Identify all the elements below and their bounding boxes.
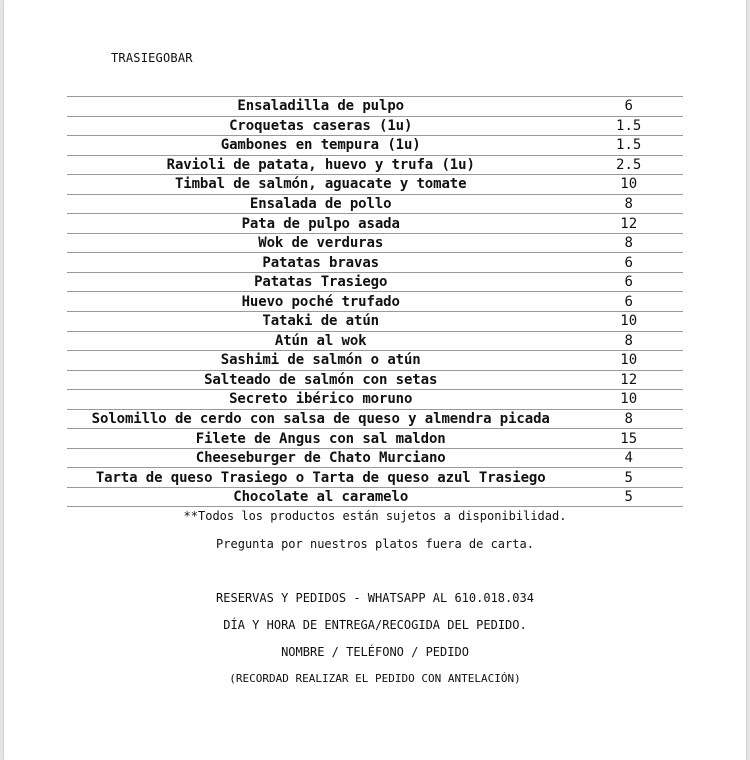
menu-row <box>67 390 683 410</box>
off-menu-note: Pregunta por nuestros platos fuera de carta. <box>216 537 534 551</box>
availability-note: **Todos los productos están sujetos a disponibilidad. <box>183 509 567 523</box>
menu-row <box>67 429 683 449</box>
menu-row <box>67 292 683 312</box>
menu-item-name: Sashimi de salmón o atún <box>220 352 421 369</box>
menu-item-name: Ravioli de patata, huevo y trufa (1u) <box>166 156 475 173</box>
menu-item-price: 10 <box>620 391 638 408</box>
menu-item-price: 8 <box>624 196 633 212</box>
menu-item-price: 12 <box>620 371 638 388</box>
menu-row <box>67 117 683 137</box>
menu-item-name: Ensaladilla de pulpo <box>237 98 404 115</box>
menu-item-name: Patatas Trasiego <box>254 274 388 291</box>
menu-item-name: Croquetas caseras (1u) <box>229 117 413 134</box>
reservations-line: RESERVAS Y PEDIDOS - WHATSAPP AL 610.018.034 <box>216 591 534 605</box>
menu-item-name: Ensalada de pollo <box>249 196 392 212</box>
menu-item-price: 5 <box>624 489 633 506</box>
menu-row <box>67 273 683 293</box>
menu-row <box>67 136 683 156</box>
menu-item-name: Salteado de salmón con setas <box>204 371 438 388</box>
menu-item-name: Cheeseburger de Chato Murciano <box>195 450 446 467</box>
menu-item-name: Secreto ibérico moruno <box>229 391 413 408</box>
menu-item-price: 12 <box>620 215 638 232</box>
menu-item-name: Tarta de queso Trasiego o Tarta de queso azul Trasiego <box>95 469 546 486</box>
menu-row <box>67 195 683 215</box>
menu-row <box>67 449 683 469</box>
menu-row <box>67 351 683 371</box>
menu-item-price: 10 <box>620 313 638 330</box>
advance-order-note: (RECORDAD REALIZAR EL PEDIDO CON ANTELACIÓN) <box>229 672 521 685</box>
menu-item-price: 6 <box>624 293 633 310</box>
document-page <box>4 0 746 760</box>
delivery-line: DÍA Y HORA DE ENTREGA/RECOGIDA DEL PEDIDO. <box>223 618 527 632</box>
menu-item-price: 6 <box>624 98 633 115</box>
menu-row <box>67 156 683 176</box>
menu-item-price: 6 <box>624 254 633 271</box>
menu-row <box>67 214 683 234</box>
menu-item-name: Gambones en tempura (1u) <box>220 137 421 154</box>
menu-row <box>67 332 683 352</box>
menu-row <box>67 253 683 273</box>
menu-item-price: 8 <box>624 332 633 349</box>
menu-row <box>67 234 683 254</box>
menu-row <box>67 371 683 391</box>
menu-item-price: 5 <box>624 469 633 486</box>
menu-item-name: Tataki de atún <box>262 313 379 330</box>
menu-item-price: 1.5 <box>616 137 642 154</box>
menu-item-price: 8 <box>624 235 633 252</box>
menu-item-price: 6 <box>624 274 633 291</box>
menu-item-price: 10 <box>620 352 638 369</box>
menu-row <box>67 488 683 508</box>
menu-item-price: 1.5 <box>616 117 642 134</box>
menu-item-price: 10 <box>620 176 638 193</box>
menu-row <box>67 468 683 488</box>
menu-item-price: 8 <box>624 411 633 428</box>
menu-table <box>67 96 683 507</box>
menu-row <box>67 410 683 430</box>
menu-item-price: 4 <box>624 450 633 467</box>
order-fields-line: NOMBRE / TELÉFONO / PEDIDO <box>281 645 469 659</box>
brand-name: TRASIEGOBAR <box>111 51 193 65</box>
menu-item-name: Pata de pulpo asada <box>241 215 400 232</box>
menu-item-name: Huevo poché trufado <box>241 293 400 310</box>
menu-item-name: Wok de verduras <box>258 235 384 252</box>
menu-item-name: Patatas bravas <box>262 254 379 271</box>
menu-item-name: Timbal de salmón, aguacate y tomate <box>174 176 467 193</box>
menu-row <box>67 312 683 332</box>
menu-item-name: Chocolate al caramelo <box>233 489 409 506</box>
menu-item-name: Atún al wok <box>274 332 367 349</box>
menu-item-price: 15 <box>620 430 638 447</box>
menu-item-name: Solomillo de cerdo con salsa de queso y almendra picada <box>91 411 550 428</box>
menu-row <box>67 97 683 117</box>
menu-row <box>67 175 683 195</box>
menu-item-price: 2.5 <box>616 156 642 173</box>
menu-item-name: Filete de Angus con sal maldon <box>195 430 446 447</box>
